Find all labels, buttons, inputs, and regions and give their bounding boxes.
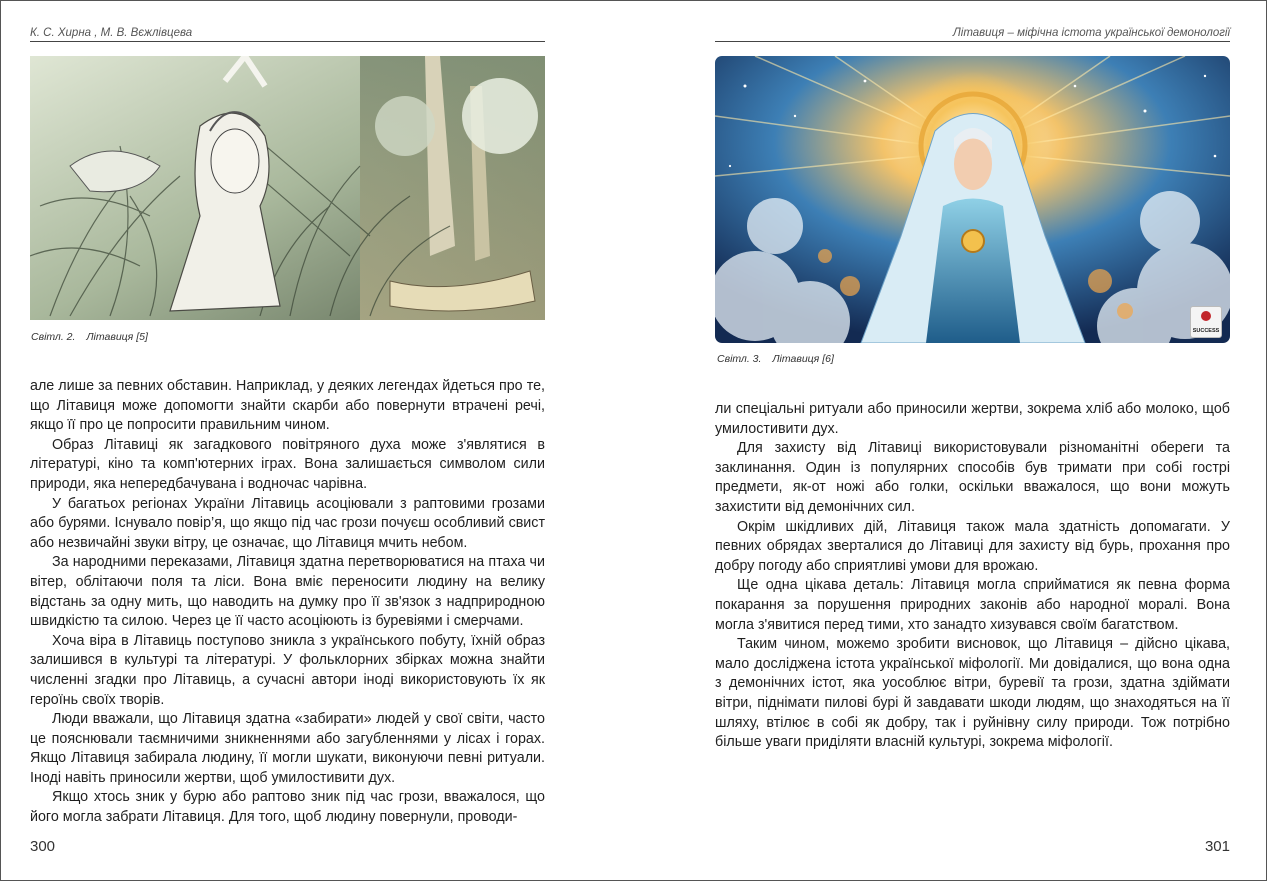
paragraph: Ще одна цікава деталь: Літавиця могла сприйматися як певна форма покарання за порушення природних законів або народної моралі. Вона могла з'явитися перед тими, хто занадто хизувався своїм багатством. — [715, 577, 1230, 633]
figure-title: Літавиця [6] — [772, 353, 834, 365]
figure-litavytsia-digital-art — [715, 56, 1230, 343]
paragraph: але лише за певних обставин. Наприклад, у деяких легендах йдеться про те, що Літавиця може допомогти знайти скарби або повернути втрачені речі, якщо її про це попросити правильним чином. — [30, 378, 545, 434]
success-watermark-logo — [1190, 306, 1222, 338]
page-number: 300 — [30, 838, 56, 855]
running-head-authors: К. С. Хирна , М. В. Вєжлівцева — [30, 27, 545, 42]
figure-title: Літавиця [5] — [86, 331, 148, 343]
paragraph: ли спеціальні ритуали або приносили жертви, зокрема хліб або молоко, щоб умилостивити дух. — [715, 401, 1230, 437]
figure-caption — [31, 331, 148, 343]
figure-caption — [717, 353, 834, 365]
left-page — [30, 1, 545, 880]
litavytsia-digital-art-image — [715, 56, 1230, 343]
paragraph: Для захисту від Літавиці використовували різноманітні обереги та заклинання. Один із популярних способів був тримати при собі гострі предмети, як-от ножі або голки, оскільки вважалося, що вони можуть захистити від демонічних сил. — [715, 440, 1230, 515]
paragraph: Хоча віра в Літавиць поступово зникла з українського побуту, їхній образ залишився в культурі та літературі. У фольклорних збірках можна знайти численні згадки про Літавиць, а сучасні автори іноді використовують їх як героїнь своїх творів. — [30, 632, 545, 708]
paragraph: Таким чином, можемо зробити висновок, що Літавиця – дійсно цікава, мало досліджена істота української міфології. Ми довідалися, що вона одна з демонічних істот, яка уособлює вітри, буревії та грози, здатна здіймати вітри, піднімати пилові бурі й завдавати шкоди людям, що знаходяться на її шляху, втілює в собі як добру, так і руйнівну силу природи. Тож потрібно більше уваги приділяти власній культурі, зокрема міфології. — [715, 636, 1230, 751]
figure-litavytsia-engraving — [30, 56, 545, 320]
running-head-title: Літавиця – міфічна істота української демонології — [715, 27, 1230, 42]
figure-label: Світл. 3. — [717, 353, 762, 365]
watermark-text: SUCCESS — [1192, 328, 1220, 334]
paragraph: Окрім шкідливих дій, Літавиця також мала здатність допомагати. У певних обрядах зверталися до Літавиці для захисту від бурь, прохання про добру погоду або сприятливі умови для врожаю. — [715, 518, 1230, 574]
right-page — [715, 1, 1230, 880]
litavytsia-engraving-image — [30, 56, 545, 320]
logo-mark — [1201, 311, 1211, 321]
paragraph: За народними переказами, Літавиця здатна перетворюватися на птаха чи вітер, облітаючи поля та ліси. Вона вміє переносити людину на велику відстань за одну мить, що наводить на думку про її зв'язок з надприродною швидкістю та силою. Через це її часто асоціюють із буревіями і смерчами. — [30, 554, 545, 630]
paragraph: Якщо хтось зник у бурю або раптово зник під час грози, вважалося, що його могла забрати Літавиця. Для того, щоб людину повернули, проводи- — [30, 789, 545, 826]
paragraph: У багатьох регіонах України Літавиць асоціювали з раптовими грозами або бурями. Існувало повір’я, що якщо під час грози почуєш особливий свист або незвичайні звуки вітру, це означає, що Літавиця мчить небом. — [30, 495, 545, 551]
paragraph: Образ Літавиці як загадкового повітряного духа може з'являтися в літературі, кіно та комп'ютерних іграх. Вона залишається символом сили природи, яка непередбачувана і водночас чарівна. — [30, 436, 545, 492]
page-number: 301 — [1204, 838, 1230, 855]
body-text — [30, 377, 545, 828]
figure-label: Світл. 2. — [31, 331, 76, 343]
body-text — [715, 400, 1230, 753]
paragraph: Люди вважали, що Літавиця здатна «забирати» людей у свої світи, часто це пояснювали таємничими зникненнями або загубленнями у лісах і горах. Якщо Літавиця забирала людину, її могли шукати, виконуючи певні ритуали. Іноді навіть приносили жертви, щоб умилостивити дух. — [30, 711, 545, 786]
